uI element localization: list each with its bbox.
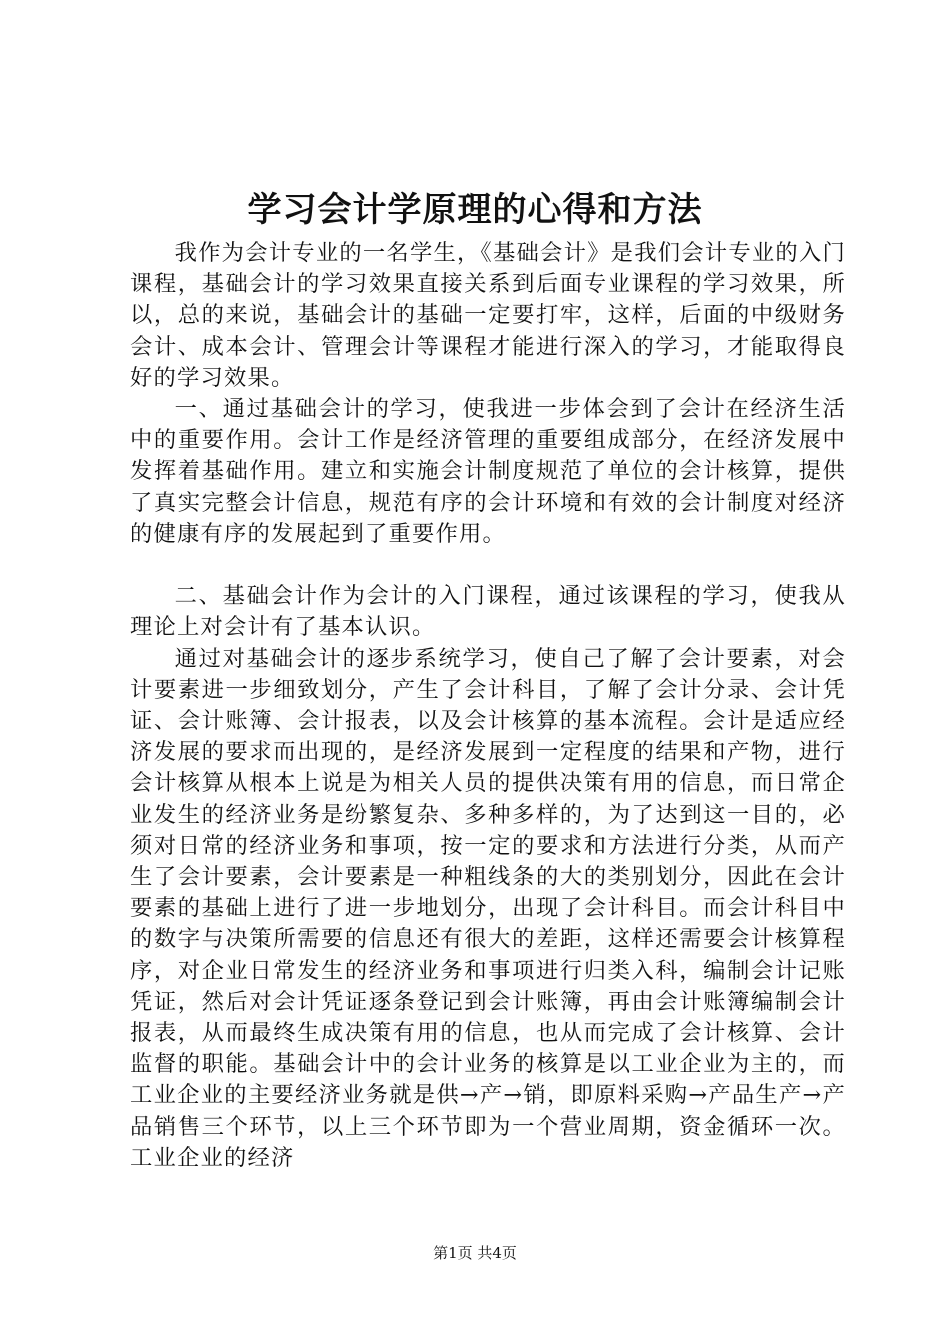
document-body xyxy=(130,238,846,1174)
page-footer: 第1页 共4页 xyxy=(433,1244,517,1262)
paragraph-intro: 我作为会计专业的一名学生，《基础会计》是我们会计专业的入门课程，基础会计的学习效果直接关系到后面专业课程的学习效果，所以，总的来说，基础会计的基础一定要打牢，这样，后面的中级财务会计、成本会计、管理会计等课程才能进行深入的学习，才能取得良好的学习效果。 xyxy=(130,240,846,391)
paragraph-section-one: 一、通过基础会计的学习，使我进一步体会到了会计在经济生活中的重要作用。会计工作是经济管理的重要组成部分，在经济发展中发挥着基础作用。建立和实施会计制度规范了单位的会计核算，提供了真实完整会计信息，规范有序的会计环境和有效的会计制度对经济的健康有序的发展起到了重要作用。 xyxy=(130,396,846,547)
paragraph-section-two: 二、基础会计作为会计的入门课程，通过该课程的学习，使我从理论上对会计有了基本认识。 xyxy=(130,583,846,641)
paragraph-detail: 通过对基础会计的逐步系统学习，使自己了解了会计要素，对会计要素进一步细致划分，产生了会计科目，了解了会计分录、会计凭证、会计账簿、会计报表，以及会计核算的基本流程。会计是适应经济发展的要求而出现的，是经济发展到一定程度的结果和产物，进行会计核算从根本上说是为相关人员的提供决策有用的信息，而日常企业发生的经济业务是纷繁复杂、多种多样的，为了达到这一目的，必须对日常的经济业务和事项，按一定的要求和方法进行分类，从而产生了会计要素，会计要素是一种粗线条的大的类别划分，因此在会计要素的基础上进行了进一步地划分，出现了会计科目。而会计科目中的数字与决策所需要的信息还有很大的差距，这样还需要会计核算程序，对企业日常发生的经济业务和事项进行归类入科，编制会计记账凭证，然后对会计凭证逐条登记到会计账簿，再由会计账簿编制会计报表，从而最终生成决策有用的信息，也从而完成了会计核算、会计监督的职能。基础会计中的会计业务的核算是以工业企业为主的，而工业企业的主要经济业务就是供→产→销，即原料采购→产品生产→产品销售三个环节，以上三个环节即为一个营业周期，资金循环一次。工业企业的经济 xyxy=(130,645,846,1171)
page-title: 学习会计学原理的心得和方法 xyxy=(247,190,703,230)
